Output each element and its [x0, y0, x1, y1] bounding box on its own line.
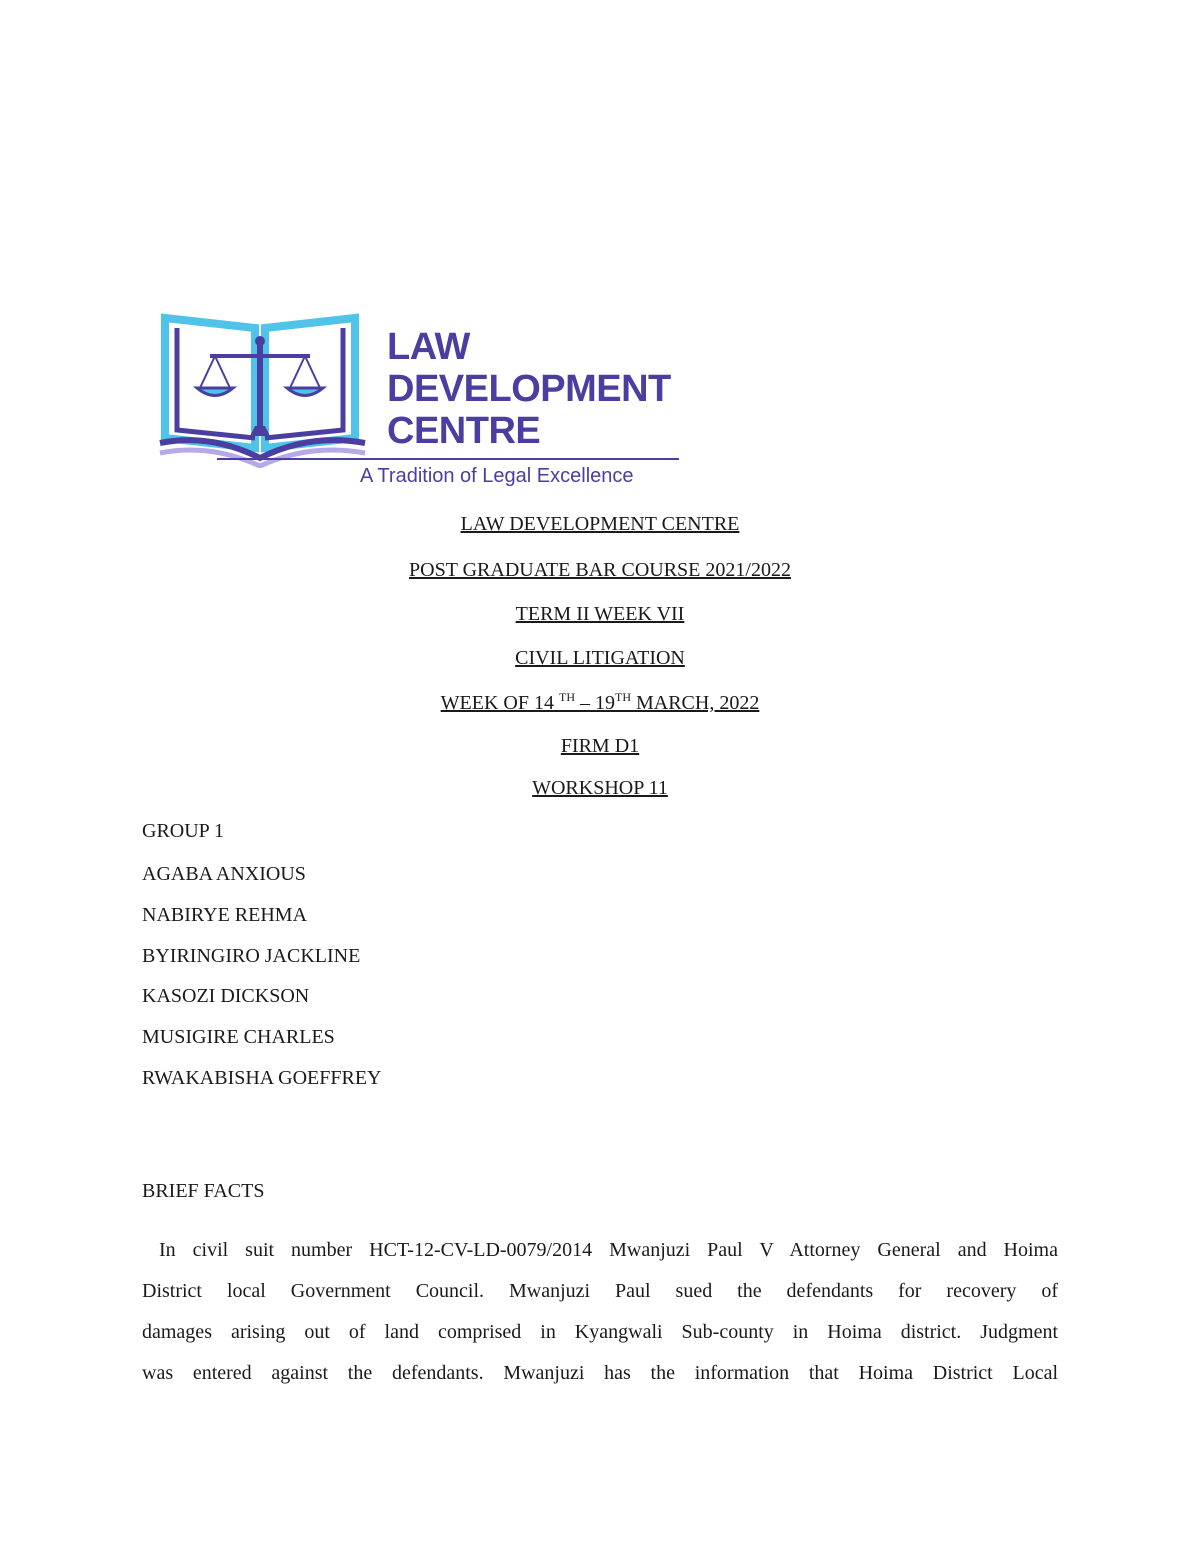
- group-member: BYIRINGIRO JACKLINE: [142, 945, 361, 967]
- logo-tagline: A Tradition of Legal Excellence: [360, 465, 634, 487]
- scales-of-justice-book-icon: [155, 308, 375, 468]
- logo-wordmark: [387, 326, 671, 452]
- group-member: MUSIGIRE CHARLES: [142, 1026, 335, 1048]
- group-member: AGABA ANXIOUS: [142, 863, 306, 885]
- week-title: WEEK OF 14 $^{TH}$ – 19TH MARCH, 2022: [440, 690, 760, 714]
- workshop-title: WORKSHOP 11: [532, 777, 668, 799]
- group-member: KASOZI DICKSON: [142, 985, 310, 1007]
- logo: [155, 308, 685, 498]
- term-title: TERM II WEEK VII: [515, 603, 685, 625]
- institution-title: LAW DEVELOPMENT CENTRE: [460, 513, 740, 535]
- logo-line-1: LAW: [387, 326, 470, 368]
- paragraph-line: damages arising out of land comprised in Kyangwali Sub-county in Hoima district. Judgment: [142, 1321, 1058, 1343]
- logo-divider: [217, 458, 679, 460]
- logo-line-3: CENTRE: [387, 410, 541, 452]
- brief-facts-paragraph: [142, 1230, 1058, 1394]
- subject-title: CIVIL LITIGATION: [515, 647, 685, 669]
- firm-title: FIRM D1: [560, 735, 640, 757]
- group-member: RWAKABISHA GOEFFREY: [142, 1067, 382, 1089]
- brief-facts-heading: BRIEF FACTS: [142, 1180, 265, 1202]
- course-title: POST GRADUATE BAR COURSE 2021/2022: [409, 559, 791, 581]
- paragraph-line: District local Government Council. Mwanjuzi Paul sued the defendants for recovery of: [142, 1280, 1058, 1302]
- group-member: NABIRYE REHMA: [142, 904, 308, 926]
- logo-line-2: DEVELOPMENT: [387, 368, 671, 410]
- paragraph-line: In civil suit number HCT-12-CV-LD-0079/2014 Mwanjuzi Paul V Attorney General and Hoima: [142, 1239, 1058, 1261]
- paragraph-line: was entered against the defendants. Mwanjuzi has the information that Hoima District Local: [142, 1362, 1058, 1384]
- group-title: GROUP 1: [142, 820, 225, 842]
